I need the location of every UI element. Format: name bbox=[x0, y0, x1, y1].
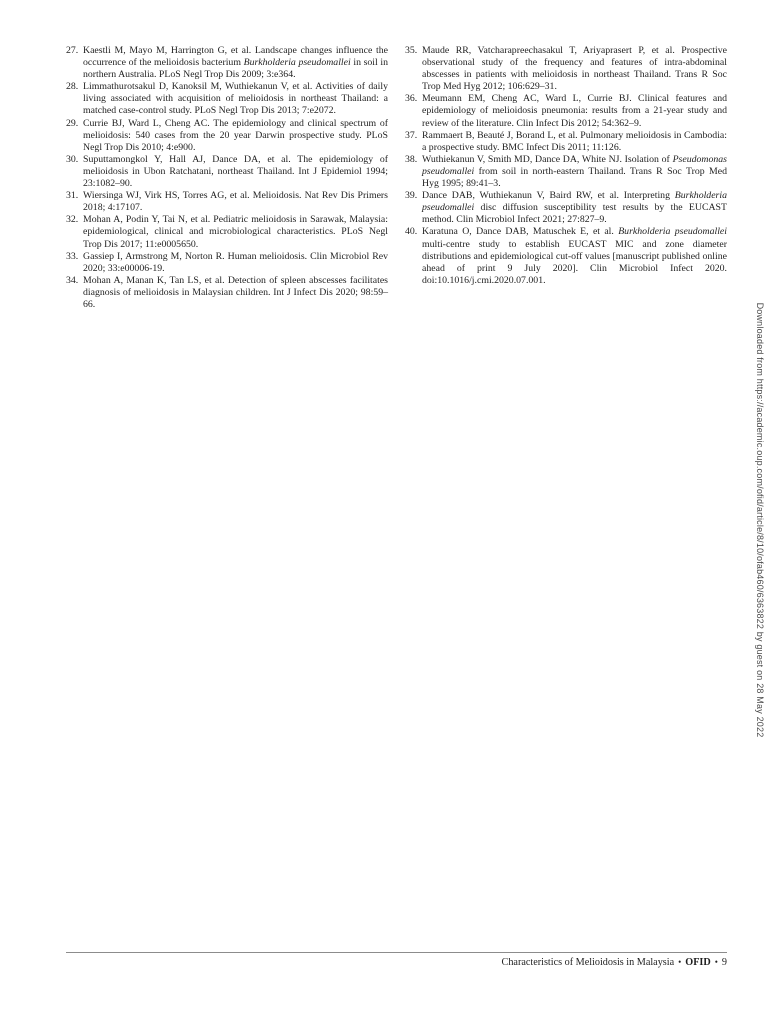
footer-journal-abbrev: OFID bbox=[685, 957, 711, 968]
reference-column-right bbox=[405, 45, 727, 311]
reference-number: 32. bbox=[66, 214, 79, 226]
reference-text-segment: multi-centre study to establish EUCAST MIC and zone diameter distributions and epidemiological cut-off values [manuscript published online ahead of print 9 July 2020]. Clin Microbiol Infect 2020. doi:10.1016/j.cmi.2020.07.001. bbox=[422, 238, 727, 286]
footer-article-title: Characteristics of Melioidosis in Malaysia bbox=[501, 957, 675, 968]
species-name-italic: Pseudomonas pseudomallei bbox=[422, 153, 727, 177]
reference-number: 39. bbox=[405, 190, 418, 202]
reference-text-segment: from soil in north-eastern Thailand. Trans R Soc Trop Med Hyg 1995; 89:41–3. bbox=[422, 165, 727, 190]
reference-text bbox=[83, 45, 388, 80]
reference-number: 36. bbox=[405, 93, 418, 105]
reference-item-35 bbox=[405, 45, 727, 93]
reference-item-31 bbox=[66, 190, 388, 214]
reference-item-34 bbox=[66, 275, 388, 311]
reference-text-segment: Dance DAB, Wuthiekanun V, Baird RW, et al. Interpreting bbox=[422, 190, 675, 202]
reference-text-segment: Limmathurotsakul D, Kanoksil M, Wuthiekanun V, et al. Activities of daily living associated with acquisition of melioidosis in northeast Thailand: a matched case-control study. PLoS Negl Trop Dis 2013; 7:e2072. bbox=[83, 81, 388, 117]
reference-text-segment: Wiersinga WJ, Virk HS, Torres AG, et al. Melioidosis. Nat Rev Dis Primers 2018; 4:17107. bbox=[83, 190, 388, 214]
reference-text bbox=[422, 45, 727, 92]
reference-item-37 bbox=[405, 130, 727, 154]
reference-item-33 bbox=[66, 251, 388, 275]
reference-text-segment: disc diffusion susceptibility test results by the EUCAST method. Clin Microbiol Infect 2021; 27:827–9. bbox=[422, 202, 727, 226]
reference-number: 35. bbox=[405, 45, 418, 56]
reference-number: 34. bbox=[66, 274, 79, 286]
reference-item-30 bbox=[66, 154, 388, 190]
reference-text-segment: Wuthiekanun V, Smith MD, Dance DA, White NJ. Isolation of bbox=[422, 153, 673, 165]
reference-number: 30. bbox=[66, 153, 79, 165]
footer-page-number: 9 bbox=[721, 957, 727, 968]
reference-text bbox=[83, 275, 388, 310]
species-name-italic: Burkholderia pseudomallei bbox=[618, 226, 727, 238]
reference-text bbox=[83, 251, 388, 274]
reference-item-28 bbox=[66, 81, 388, 117]
reference-item-32 bbox=[66, 214, 388, 250]
reference-number: 29. bbox=[66, 117, 79, 129]
reference-item-40 bbox=[405, 226, 727, 286]
reference-text bbox=[422, 154, 727, 189]
reference-item-29 bbox=[66, 118, 388, 154]
reference-text bbox=[83, 81, 388, 116]
reference-text-segment: Meumann EM, Cheng AC, Ward L, Currie BJ. Clinical features and epidemiology of melioidosis pneumonia: results from a 21-year study and review of the literature. Clin Infect Dis 2012; 54:362–9. bbox=[422, 93, 727, 129]
reference-number: 28. bbox=[66, 81, 79, 93]
reference-text bbox=[83, 118, 388, 153]
footer-bullet-separator: • bbox=[678, 957, 682, 967]
reference-text bbox=[422, 226, 727, 285]
reference-text-segment: Mohan A, Podin Y, Tai N, et al. Pediatric melioidosis in Sarawak, Malaysia: epidemiological, clinical and microbiological characteristics. PLoS Negl Trop Dis 2017; 11:e0005650. bbox=[83, 214, 388, 250]
reference-item-27 bbox=[66, 45, 388, 81]
reference-text-segment: Rammaert B, Beauté J, Borand L, et al. Pulmonary melioidosis in Cambodia: a prospective study. BMC Infect Dis 2011; 11:126. bbox=[422, 129, 727, 153]
reference-number: 40. bbox=[405, 226, 418, 238]
reference-item-38 bbox=[405, 154, 727, 190]
reference-text bbox=[83, 154, 388, 189]
reference-text-segment: Karatuna O, Dance DAB, Matuschek E, et al. bbox=[422, 226, 619, 238]
reference-list bbox=[66, 45, 727, 311]
reference-number: 27. bbox=[66, 45, 79, 56]
reference-text-segment: Suputtamongkol Y, Hall AJ, Dance DA, et al. The epidemiology of melioidosis in Ubon Ratchatani, northeast Thailand. Int J Epidemiol 1994; 23:1082–90. bbox=[83, 153, 388, 190]
species-name-italic: Burkholderia pseudomallei bbox=[243, 57, 351, 69]
reference-text bbox=[422, 93, 727, 128]
reference-text bbox=[83, 190, 388, 213]
reference-item-36 bbox=[405, 93, 727, 129]
reference-text-segment: Mohan A, Manan K, Tan LS, et al. Detection of spleen abscesses facilitates diagnosis of melioidosis in Malaysian children. Int J Infect Dis 2020; 98:59–66. bbox=[83, 274, 388, 310]
reference-column-left bbox=[66, 45, 388, 311]
download-watermark: Downloaded from https://academic.oup.com/ofid/article/8/10/ofab460/6363822 by guest on 28 May 2022 bbox=[755, 302, 765, 738]
reference-item-39 bbox=[405, 190, 727, 226]
reference-number: 37. bbox=[405, 129, 418, 141]
reference-text-segment: Maude RR, Vatcharapreechasakul T, Ariyaprasert P, et al. Prospective observational study of the frequency and features of intra-abdominal abscesses in patients with melioidosis in northeast Thailand. Trans R Soc Trop Med Hyg 2012; 106:629–31. bbox=[422, 45, 727, 93]
reference-number: 31. bbox=[66, 190, 79, 202]
reference-text-segment: in soil in northern Australia. PLoS Negl Trop Dis 2009; 3:e364. bbox=[83, 57, 389, 81]
reference-text-segment: Gassiep I, Armstrong M, Norton R. Human melioidosis. Clin Microbiol Rev 2020; 33:e00006-19. bbox=[83, 250, 388, 274]
reference-text bbox=[422, 130, 727, 153]
reference-number: 33. bbox=[66, 250, 79, 262]
species-name-italic: Burkholderia pseudomallei bbox=[422, 190, 727, 214]
footer-bullet-separator: • bbox=[714, 957, 718, 967]
reference-text bbox=[422, 190, 727, 225]
reference-text-segment: Kaestli M, Mayo M, Harrington G, et al. Landscape changes influence the occurrence of the melioidosis bacterium bbox=[83, 45, 388, 69]
reference-text-segment: Currie BJ, Ward L, Cheng AC. The epidemiology and clinical spectrum of melioidosis: 540 cases from the 20 year Darwin prospective study. PLoS Negl Trop Dis 2010; 4:e900. bbox=[83, 117, 388, 153]
page-footer bbox=[66, 952, 727, 968]
reference-number: 38. bbox=[405, 153, 418, 165]
reference-text bbox=[83, 214, 388, 249]
